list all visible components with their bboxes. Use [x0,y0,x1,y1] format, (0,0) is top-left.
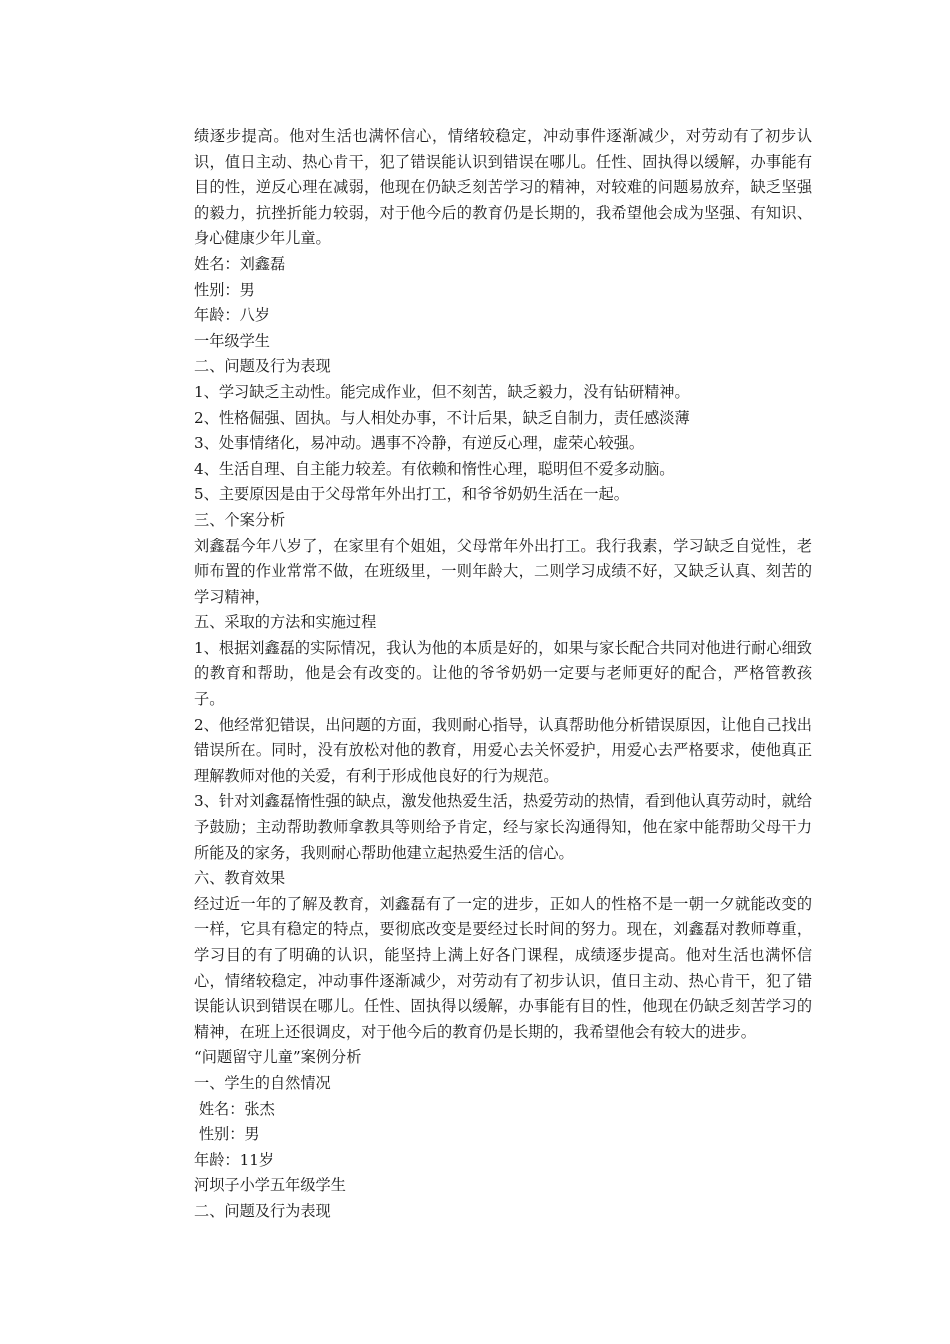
student2-gender: 性别：男 [194,1125,260,1144]
method-item-3: 3、针对刘鑫磊惰性强的缺点，激发他热爱生活，热爱劳动的热情，看到他认真劳动时，就给予鼓励；主动帮助教师拿教具等则给予肯定，经与家长沟通得知，他在家中能帮助父母干力所能及的家务，我则耐心帮助他建立起热爱生活的信心。 [194,792,812,862]
method-item-1: 1、根据刘鑫磊的实际情况，我认为他的本质是好的，如果与家长配合共同对他进行耐心细致的教育和帮助，他是会有改变的。让他的爷爷奶奶一定要与老师更好的配合，严格管教孩子。 [194,638,812,709]
problem-item-2: 2、性格倔强、固执。与人相处办事，不计后果，缺乏自制力，责任感淡薄 [194,408,690,427]
student1-grade: 一年级学生 [194,331,270,350]
effects-paragraph: 经过近一年的了解及教育，刘鑫磊有了一定的进步，正如人的性格不是一朝一夕就能改变的一样，它具有稳定的特点，要彻底改变是要经过长时间的努力。现在，刘鑫磊对教师尊重，学习目的有了明确的认识，能坚持上满上好各门课程，成绩逐步提高。他对生活也满怀信心，情绪较稳定，冲动事件逐渐减少，对劳动有了初步认识，值日主动、热心肯干，犯了错误能认识到错误在哪儿。任性、固执得以缓解，办事能有目的性，他现在仍缺乏刻苦学习的精神，在班上还很调皮，对于他今后的教育仍是长期的，我希望他会有较大的进步。 [194,894,812,1041]
intro-paragraph: 绩逐步提高。他对生活也满怀信心，情绪较稳定，冲动事件逐渐减少，对劳动有了初步认识，值日主动、热心肯干，犯了错误能认识到错误在哪儿。任性、固执得以缓解，办事能有目的性，逆反心理在减弱，他现在仍缺乏刻苦学习的精神，对较难的问题易放弃，缺乏坚强的毅力，抗挫折能力较弱，对于他今后的教育仍是长期的，我希望他会成为坚强、有知识、身心健康少年儿童。 [194,127,812,248]
case-title: “问题留守儿童”案例分析 [194,1048,362,1067]
student2-school-grade: 河坝子小学五年级学生 [194,1176,346,1195]
method-item-2: 2、他经常犯错误，出问题的方面，我则耐心指导，认真帮助他分析错误原因，让他自己找出错误所在。同时，没有放松对他的教育，用爱心去关怀爱护，用爱心去严格要求，使他真正理解教师对他的关爱，有利于形成他良好的行为规范。 [194,715,812,785]
problem-item-1: 1、学习缺乏主动性。能完成作业，但不刻苦，缺乏毅力，没有钻研精神。 [194,382,690,401]
student1-age: 年龄：八岁 [194,306,270,325]
document-page [194,124,812,1225]
section-heading-natural-info: 一、学生的自然情况 [194,1073,331,1092]
student2-name: 姓名：张杰 [194,1099,275,1118]
problem-item-3: 3、处事情绪化，易冲动。遇事不冷静，有逆反心理，虚荣心较强。 [194,434,645,453]
student1-name: 姓名：刘鑫磊 [194,254,286,273]
section-heading-case-analysis: 三、个案分析 [194,510,286,529]
section-heading-problems: 二、问题及行为表现 [194,357,331,376]
student1-gender: 性别：男 [194,280,255,299]
case-analysis-paragraph: 刘鑫磊今年八岁了，在家里有个姐姐，父母常年外出打工。我行我素，学习缺乏自觉性，老师布置的作业常常不做，在班级里，一则年龄大，二则学习成绩不好，又缺乏认真、刻苦的学习精神， [194,536,812,606]
problem-item-5: 5、主要原因是由于父母常年外出打工，和爷爷奶奶生活在一起。 [194,485,629,504]
student2-age: 年龄：11岁 [194,1150,275,1169]
section-heading-problems-2: 二、问题及行为表现 [194,1201,331,1220]
section-heading-effects: 六、教育效果 [194,869,286,888]
section-heading-methods: 五、采取的方法和实施过程 [194,613,377,632]
problem-item-4: 4、生活自理、自主能力较差。有依赖和惰性心理，聪明但不爱多动脑。 [194,459,675,478]
